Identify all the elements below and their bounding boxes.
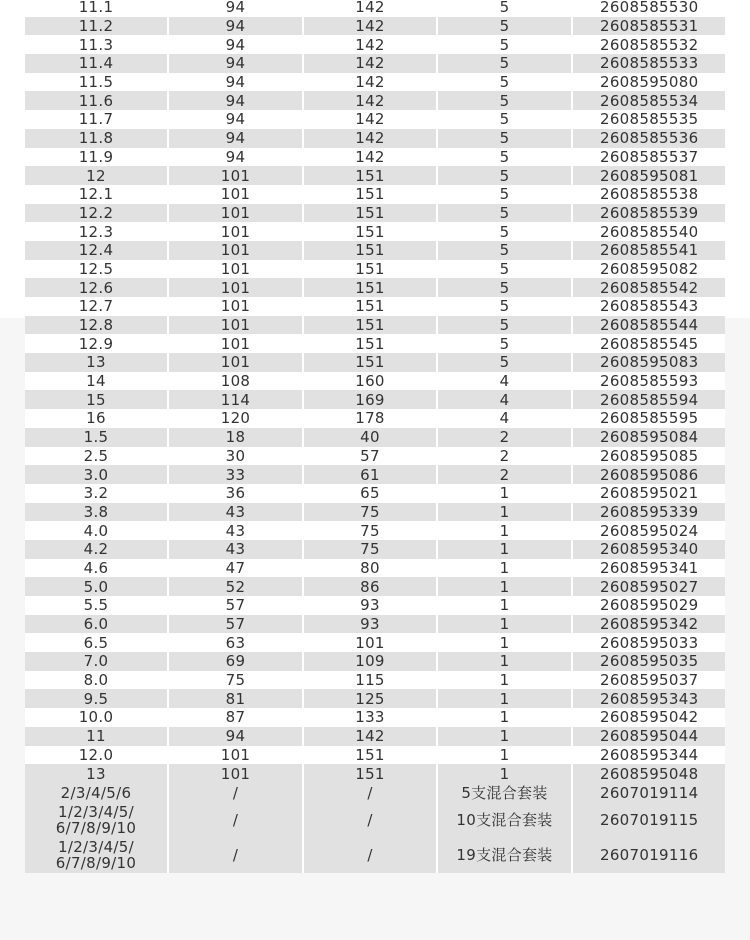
working-length-cell: 94 xyxy=(168,73,303,92)
diameter-cell: 8.0 xyxy=(25,671,168,690)
set-row xyxy=(25,803,725,838)
pack-qty-cell: 4 xyxy=(437,409,572,428)
working-length-cell: 94 xyxy=(168,110,303,129)
diameter-cell: 11.4 xyxy=(25,54,168,73)
table-row xyxy=(25,540,725,559)
diameter-cell: 12.2 xyxy=(25,204,168,223)
working-length-cell: 94 xyxy=(168,35,303,54)
working-length-cell: 94 xyxy=(168,91,303,110)
pack-qty-cell: 1 xyxy=(437,615,572,634)
table-row xyxy=(25,353,725,372)
pack-qty-cell: 5 xyxy=(437,0,572,17)
table-row xyxy=(25,222,725,241)
total-length-cell: 142 xyxy=(303,91,437,110)
total-length-cell: 93 xyxy=(303,615,437,634)
table-row xyxy=(25,596,725,615)
part-number-cell: 2608585538 xyxy=(572,185,725,204)
table-row xyxy=(25,35,725,54)
table-row xyxy=(25,0,725,17)
table-row xyxy=(25,764,725,783)
working-length-cell: 75 xyxy=(168,671,303,690)
total-length-cell: 151 xyxy=(303,297,437,316)
part-number-cell: 2608595084 xyxy=(572,428,725,447)
diameter-cell: 12 xyxy=(25,166,168,185)
total-length-cell: 142 xyxy=(303,148,437,167)
working-length-cell: 81 xyxy=(168,689,303,708)
total-length-cell: 151 xyxy=(303,260,437,279)
pack-qty-cell: 5 xyxy=(437,185,572,204)
pack-qty-cell: 1 xyxy=(437,708,572,727)
diameter-cell: 11.1 xyxy=(25,0,168,17)
table-row xyxy=(25,671,725,690)
part-number-cell: 2608595080 xyxy=(572,73,725,92)
part-number-cell: 2608595048 xyxy=(572,764,725,783)
table-row xyxy=(25,185,725,204)
diameter-cell: 11.8 xyxy=(25,129,168,148)
part-number-cell: 2608595044 xyxy=(572,727,725,746)
total-length-cell: 151 xyxy=(303,204,437,223)
part-number-cell: 2608585533 xyxy=(572,54,725,73)
diameter-cell: 1/2/3/4/5/ 6/7/8/9/10 xyxy=(25,838,168,873)
pack-qty-cell: 5 xyxy=(437,73,572,92)
table-row xyxy=(25,166,725,185)
part-number-cell: 2608585539 xyxy=(572,204,725,223)
working-length-cell: 94 xyxy=(168,129,303,148)
table-row xyxy=(25,54,725,73)
working-length-cell: 101 xyxy=(168,204,303,223)
pack-qty-cell: 5 xyxy=(437,17,572,36)
diameter-cell: 4.6 xyxy=(25,559,168,578)
diameter-cell: 11.7 xyxy=(25,110,168,129)
pack-qty-cell: 1 xyxy=(437,521,572,540)
working-length-cell: 57 xyxy=(168,615,303,634)
working-length-cell: 18 xyxy=(168,428,303,447)
working-length-cell: 101 xyxy=(168,353,303,372)
part-number-cell: 2608595042 xyxy=(572,708,725,727)
total-length-cell: 133 xyxy=(303,708,437,727)
total-length-cell: 57 xyxy=(303,447,437,466)
diameter-cell: 6.5 xyxy=(25,633,168,652)
table-row xyxy=(25,503,725,522)
pack-qty-cell: 5 xyxy=(437,129,572,148)
pack-qty-cell: 1 xyxy=(437,746,572,765)
total-length-cell: / xyxy=(303,783,437,803)
total-length-cell: 151 xyxy=(303,278,437,297)
total-length-cell: 86 xyxy=(303,577,437,596)
pack-qty-cell: 4 xyxy=(437,390,572,409)
part-number-cell: 2608585594 xyxy=(572,390,725,409)
pack-qty-cell: 5 xyxy=(437,278,572,297)
part-number-cell: 2608585535 xyxy=(572,110,725,129)
part-number-cell: 2608595339 xyxy=(572,503,725,522)
pack-qty-cell: 5 xyxy=(437,91,572,110)
part-number-cell: 2608585545 xyxy=(572,334,725,353)
part-number-cell: 2608585534 xyxy=(572,91,725,110)
working-length-cell: 63 xyxy=(168,633,303,652)
part-number-cell: 2608585543 xyxy=(572,297,725,316)
table-row xyxy=(25,334,725,353)
working-length-cell: 101 xyxy=(168,222,303,241)
pack-qty-cell: 1 xyxy=(437,559,572,578)
diameter-cell: 2/3/4/5/6 xyxy=(25,783,168,803)
diameter-cell: 4.2 xyxy=(25,540,168,559)
diameter-cell: 6.0 xyxy=(25,615,168,634)
working-length-cell: 101 xyxy=(168,278,303,297)
pack-qty-cell: 5 xyxy=(437,35,572,54)
total-length-cell: 115 xyxy=(303,671,437,690)
diameter-cell: 3.8 xyxy=(25,503,168,522)
total-length-cell: / xyxy=(303,838,437,873)
pack-qty-cell: 1 xyxy=(437,596,572,615)
pack-qty-cell: 19支混合套装 xyxy=(437,838,572,873)
pack-qty-cell: 5 xyxy=(437,353,572,372)
diameter-cell: 5.0 xyxy=(25,577,168,596)
pack-qty-cell: 1 xyxy=(437,633,572,652)
part-number-cell: 2608585540 xyxy=(572,222,725,241)
working-length-cell: 36 xyxy=(168,484,303,503)
part-number-cell: 2608595021 xyxy=(572,484,725,503)
diameter-cell: 11.5 xyxy=(25,73,168,92)
part-number-cell: 2608595344 xyxy=(572,746,725,765)
part-number-cell: 2608585544 xyxy=(572,316,725,335)
table-row xyxy=(25,633,725,652)
diameter-cell: 12.7 xyxy=(25,297,168,316)
part-number-cell: 2608585536 xyxy=(572,129,725,148)
total-length-cell: 151 xyxy=(303,764,437,783)
pack-qty-cell: 5支混合套装 xyxy=(437,783,572,803)
table-row xyxy=(25,316,725,335)
table-row xyxy=(25,727,725,746)
spec-table-body xyxy=(25,0,725,873)
total-length-cell: 93 xyxy=(303,596,437,615)
working-length-cell: / xyxy=(168,783,303,803)
part-number-cell: 2608595342 xyxy=(572,615,725,634)
working-length-cell: 94 xyxy=(168,54,303,73)
working-length-cell: 101 xyxy=(168,746,303,765)
diameter-cell: 3.0 xyxy=(25,465,168,484)
pack-qty-cell: 1 xyxy=(437,540,572,559)
working-length-cell: / xyxy=(168,838,303,873)
part-number-cell: 2608585537 xyxy=(572,148,725,167)
pack-qty-cell: 5 xyxy=(437,241,572,260)
table-row xyxy=(25,689,725,708)
working-length-cell: 120 xyxy=(168,409,303,428)
part-number-cell: 2608585532 xyxy=(572,35,725,54)
part-number-cell: 2608595029 xyxy=(572,596,725,615)
diameter-cell: 11.3 xyxy=(25,35,168,54)
total-length-cell: 101 xyxy=(303,633,437,652)
table-row xyxy=(25,17,725,36)
pack-qty-cell: 1 xyxy=(437,727,572,746)
working-length-cell: 101 xyxy=(168,185,303,204)
working-length-cell: 108 xyxy=(168,372,303,391)
part-number-cell: 2608585531 xyxy=(572,17,725,36)
pack-qty-cell: 5 xyxy=(437,334,572,353)
diameter-cell: 4.0 xyxy=(25,521,168,540)
part-number-cell: 2608595086 xyxy=(572,465,725,484)
total-length-cell: 151 xyxy=(303,353,437,372)
table-row xyxy=(25,297,725,316)
working-length-cell: 101 xyxy=(168,334,303,353)
total-length-cell: 151 xyxy=(303,166,437,185)
total-length-cell: 75 xyxy=(303,503,437,522)
diameter-cell: 14 xyxy=(25,372,168,391)
diameter-cell: 7.0 xyxy=(25,652,168,671)
diameter-cell: 15 xyxy=(25,390,168,409)
part-number-cell: 2608585530 xyxy=(572,0,725,17)
set-row xyxy=(25,783,725,803)
working-length-cell: 94 xyxy=(168,0,303,17)
diameter-cell: 13 xyxy=(25,764,168,783)
working-length-cell: 101 xyxy=(168,241,303,260)
total-length-cell: 80 xyxy=(303,559,437,578)
working-length-cell: 101 xyxy=(168,764,303,783)
table-row xyxy=(25,409,725,428)
spec-table xyxy=(25,0,725,873)
pack-qty-cell: 5 xyxy=(437,222,572,241)
diameter-cell: 11.2 xyxy=(25,17,168,36)
table-row xyxy=(25,746,725,765)
total-length-cell: 160 xyxy=(303,372,437,391)
diameter-cell: 12.8 xyxy=(25,316,168,335)
pack-qty-cell: 5 xyxy=(437,166,572,185)
diameter-cell: 12.5 xyxy=(25,260,168,279)
diameter-cell: 12.3 xyxy=(25,222,168,241)
working-length-cell: 43 xyxy=(168,540,303,559)
part-number-cell: 2607019116 xyxy=(572,838,725,873)
part-number-cell: 2608595033 xyxy=(572,633,725,652)
diameter-cell: 1.5 xyxy=(25,428,168,447)
pack-qty-cell: 1 xyxy=(437,671,572,690)
working-length-cell: 47 xyxy=(168,559,303,578)
table-row xyxy=(25,615,725,634)
diameter-cell: 9.5 xyxy=(25,689,168,708)
table-row xyxy=(25,372,725,391)
working-length-cell: 94 xyxy=(168,727,303,746)
diameter-cell: 13 xyxy=(25,353,168,372)
working-length-cell: 43 xyxy=(168,521,303,540)
part-number-cell: 2608595341 xyxy=(572,559,725,578)
pack-qty-cell: 5 xyxy=(437,316,572,335)
table-row xyxy=(25,260,725,279)
pack-qty-cell: 1 xyxy=(437,652,572,671)
diameter-cell: 12.0 xyxy=(25,746,168,765)
diameter-cell: 11.9 xyxy=(25,148,168,167)
table-row xyxy=(25,241,725,260)
part-number-cell: 2608595027 xyxy=(572,577,725,596)
part-number-cell: 2608595343 xyxy=(572,689,725,708)
total-length-cell: 151 xyxy=(303,334,437,353)
pack-qty-cell: 1 xyxy=(437,689,572,708)
total-length-cell: 142 xyxy=(303,73,437,92)
table-row xyxy=(25,428,725,447)
total-length-cell: 75 xyxy=(303,521,437,540)
table-row xyxy=(25,204,725,223)
part-number-cell: 2608595085 xyxy=(572,447,725,466)
working-length-cell: / xyxy=(168,803,303,838)
diameter-cell: 16 xyxy=(25,409,168,428)
working-length-cell: 69 xyxy=(168,652,303,671)
table-row xyxy=(25,278,725,297)
working-length-cell: 101 xyxy=(168,316,303,335)
diameter-cell: 12.1 xyxy=(25,185,168,204)
diameter-cell: 5.5 xyxy=(25,596,168,615)
total-length-cell: 151 xyxy=(303,222,437,241)
total-length-cell: 125 xyxy=(303,689,437,708)
part-number-cell: 2608595037 xyxy=(572,671,725,690)
total-length-cell: 61 xyxy=(303,465,437,484)
table-row xyxy=(25,484,725,503)
table-row xyxy=(25,110,725,129)
pack-qty-cell: 5 xyxy=(437,204,572,223)
diameter-cell: 12.4 xyxy=(25,241,168,260)
table-row xyxy=(25,465,725,484)
working-length-cell: 33 xyxy=(168,465,303,484)
pack-qty-cell: 5 xyxy=(437,260,572,279)
pack-qty-cell: 1 xyxy=(437,764,572,783)
part-number-cell: 2608585541 xyxy=(572,241,725,260)
total-length-cell: 142 xyxy=(303,110,437,129)
diameter-cell: 12.6 xyxy=(25,278,168,297)
total-length-cell: 142 xyxy=(303,54,437,73)
table-row xyxy=(25,91,725,110)
pack-qty-cell: 5 xyxy=(437,54,572,73)
total-length-cell: 65 xyxy=(303,484,437,503)
part-number-cell: 2607019115 xyxy=(572,803,725,838)
pack-qty-cell: 5 xyxy=(437,110,572,129)
pack-qty-cell: 5 xyxy=(437,297,572,316)
set-row xyxy=(25,838,725,873)
pack-qty-cell: 2 xyxy=(437,428,572,447)
total-length-cell: 151 xyxy=(303,185,437,204)
working-length-cell: 94 xyxy=(168,17,303,36)
total-length-cell: 169 xyxy=(303,390,437,409)
table-row xyxy=(25,73,725,92)
table-row xyxy=(25,447,725,466)
working-length-cell: 114 xyxy=(168,390,303,409)
diameter-cell: 10.0 xyxy=(25,708,168,727)
table-row xyxy=(25,148,725,167)
total-length-cell: 151 xyxy=(303,746,437,765)
total-length-cell: 151 xyxy=(303,316,437,335)
diameter-cell: 2.5 xyxy=(25,447,168,466)
part-number-cell: 2608595082 xyxy=(572,260,725,279)
pack-qty-cell: 1 xyxy=(437,503,572,522)
table-row xyxy=(25,577,725,596)
total-length-cell: 109 xyxy=(303,652,437,671)
total-length-cell: 142 xyxy=(303,0,437,17)
working-length-cell: 52 xyxy=(168,577,303,596)
pack-qty-cell: 5 xyxy=(437,148,572,167)
part-number-cell: 2608595035 xyxy=(572,652,725,671)
part-number-cell: 2608595083 xyxy=(572,353,725,372)
total-length-cell: 75 xyxy=(303,540,437,559)
diameter-cell: 11.6 xyxy=(25,91,168,110)
pack-qty-cell: 1 xyxy=(437,577,572,596)
part-number-cell: 2608595024 xyxy=(572,521,725,540)
total-length-cell: 178 xyxy=(303,409,437,428)
table-row xyxy=(25,521,725,540)
working-length-cell: 87 xyxy=(168,708,303,727)
table-row xyxy=(25,129,725,148)
working-length-cell: 30 xyxy=(168,447,303,466)
part-number-cell: 2608585593 xyxy=(572,372,725,391)
part-number-cell: 2607019114 xyxy=(572,783,725,803)
pack-qty-cell: 4 xyxy=(437,372,572,391)
table-row xyxy=(25,390,725,409)
working-length-cell: 101 xyxy=(168,260,303,279)
part-number-cell: 2608595340 xyxy=(572,540,725,559)
working-length-cell: 94 xyxy=(168,148,303,167)
working-length-cell: 101 xyxy=(168,166,303,185)
total-length-cell: 151 xyxy=(303,241,437,260)
part-number-cell: 2608585542 xyxy=(572,278,725,297)
table-row xyxy=(25,559,725,578)
diameter-cell: 11 xyxy=(25,727,168,746)
total-length-cell: 142 xyxy=(303,17,437,36)
pack-qty-cell: 2 xyxy=(437,447,572,466)
diameter-cell: 12.9 xyxy=(25,334,168,353)
working-length-cell: 57 xyxy=(168,596,303,615)
working-length-cell: 101 xyxy=(168,297,303,316)
total-length-cell: 142 xyxy=(303,727,437,746)
total-length-cell: 142 xyxy=(303,35,437,54)
total-length-cell: 142 xyxy=(303,129,437,148)
pack-qty-cell: 1 xyxy=(437,484,572,503)
total-length-cell: 40 xyxy=(303,428,437,447)
part-number-cell: 2608585595 xyxy=(572,409,725,428)
table-row xyxy=(25,708,725,727)
working-length-cell: 43 xyxy=(168,503,303,522)
pack-qty-cell: 2 xyxy=(437,465,572,484)
pack-qty-cell: 10支混合套装 xyxy=(437,803,572,838)
total-length-cell: / xyxy=(303,803,437,838)
diameter-cell: 1/2/3/4/5/ 6/7/8/9/10 xyxy=(25,803,168,838)
table-row xyxy=(25,652,725,671)
diameter-cell: 3.2 xyxy=(25,484,168,503)
part-number-cell: 2608595081 xyxy=(572,166,725,185)
